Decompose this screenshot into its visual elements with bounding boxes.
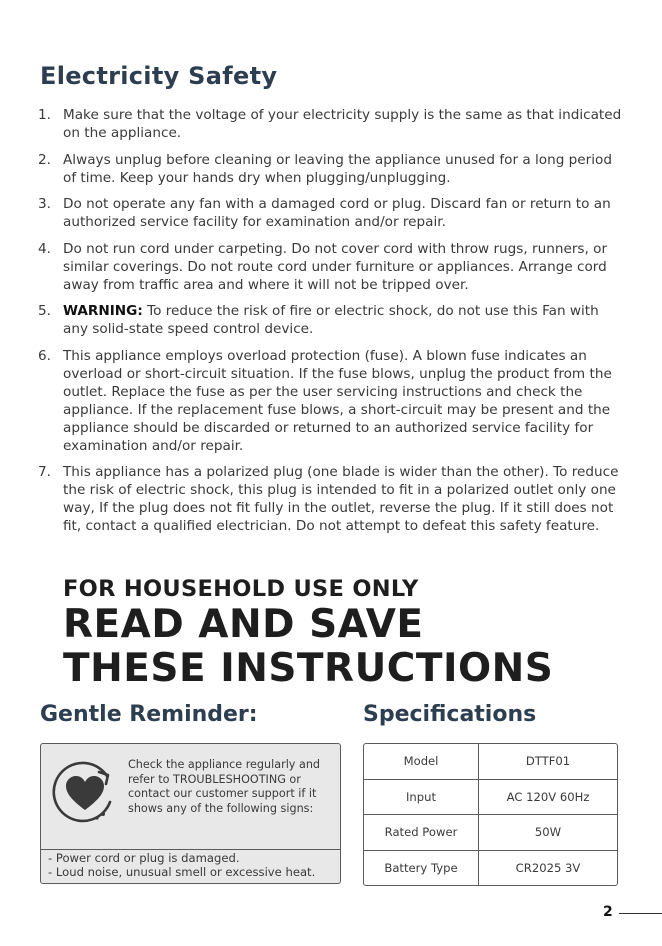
spec-label: Model — [364, 744, 479, 780]
rule-number: 6. — [38, 347, 51, 364]
page-number: 2 — [603, 904, 613, 920]
page-number-rule — [619, 913, 662, 914]
warning-sign: - Power cord or plug is damaged. — [48, 851, 240, 865]
safety-rules-list — [38, 106, 623, 544]
safety-rule-4 — [38, 240, 623, 294]
warning-signs-list — [48, 851, 338, 880]
rule-number: 7. — [38, 464, 51, 480]
rule-number: 5. — [38, 303, 51, 319]
safety-rule-7 — [38, 463, 623, 535]
safety-rule-6 — [38, 347, 623, 455]
gentle-reminder-heading: Gentle Reminder: — [40, 702, 258, 727]
rule-number: 4. — [38, 240, 51, 257]
spec-label: Input — [364, 780, 479, 816]
rule-number: 3. — [38, 196, 51, 212]
specifications-heading: Specifications — [363, 702, 537, 727]
read-and-save-line: READ AND SAVE — [63, 602, 424, 647]
warning-label: WARNING: — [63, 303, 143, 319]
spec-row-rated-power — [364, 815, 617, 851]
safety-rule-5 — [38, 302, 623, 338]
spec-value: DTTF01 — [479, 744, 617, 780]
rule-text: To reduce the risk of fire or electric shock, do not use this Fan with any solid-state speed control device. — [63, 303, 599, 337]
spec-row-battery-type — [364, 851, 617, 886]
spec-label: Rated Power — [364, 815, 479, 851]
rule-number: 1. — [38, 107, 51, 123]
rule-text: This appliance has a polarized plug (one blade is wider than the other). To reduce the risk of electric shock, this plug is intended to fit in a polarized outlet only one way, If the plug does not fit fully in the outlet, reverse the plug. If it still does not fit, contact a qualified electrician. Do not attempt to defeat this safety feature. — [63, 464, 619, 534]
rule-text: Do not run cord under carpeting. Do not cover cord with throw rugs, runners, or similar coverings. Do not route cord under furniture or appliances. Arrange cord away from traffic area and where it will not be tripped over. — [63, 240, 608, 293]
spec-row-input — [364, 780, 617, 816]
spec-value: 50W — [479, 815, 617, 851]
heart-refresh-icon — [49, 756, 121, 828]
reminder-text: Check the appliance regularly and refer to TROUBLESHOOTING or contact our customer support if it shows any of the following signs: — [128, 758, 321, 815]
safety-rule-3 — [38, 195, 623, 231]
safety-rule-2 — [38, 151, 623, 187]
spec-label: Battery Type — [364, 851, 479, 886]
reminder-divider — [41, 849, 340, 850]
read-and-save-notice — [63, 603, 553, 691]
rule-number: 2. — [38, 151, 51, 168]
specifications-table — [363, 743, 618, 886]
warning-sign: - Loud noise, unusual smell or excessive heat. — [48, 865, 316, 880]
rule-text: Do not operate any fan with a damaged cord or plug. Discard fan or return to an authorized service facility for examination and/or repair. — [63, 196, 611, 230]
safety-rule-1 — [38, 106, 623, 142]
spec-value: AC 120V 60Hz — [479, 780, 617, 816]
gentle-reminder-box — [40, 743, 341, 884]
household-use-notice: FOR HOUSEHOLD USE ONLY — [63, 576, 419, 602]
rule-text: This appliance employs overload protection (fuse). A blown fuse indicates an overload or short-circuit situation. If the fuse blows, unplug the product from the outlet. Replace the fuse as per the user servicing instructions and check the appliance. If the replacement fuse blows, a short-circuit may be present and the appliance should be discarded or returned to an authorized service facility for examination and/or repair. — [63, 347, 612, 454]
electricity-safety-heading: Electricity Safety — [40, 62, 278, 90]
these-instructions-line: THESE INSTRUCTIONS — [63, 646, 554, 691]
rule-text: Make sure that the voltage of your electricity supply is the same as that indicated on the appliance. — [63, 107, 622, 141]
rule-text: Always unplug before cleaning or leaving the appliance unused for a long period of time. Keep your hands dry when plugging/unplugging. — [63, 151, 612, 186]
spec-value: CR2025 3V — [515, 861, 581, 876]
spec-row-model — [364, 744, 617, 780]
